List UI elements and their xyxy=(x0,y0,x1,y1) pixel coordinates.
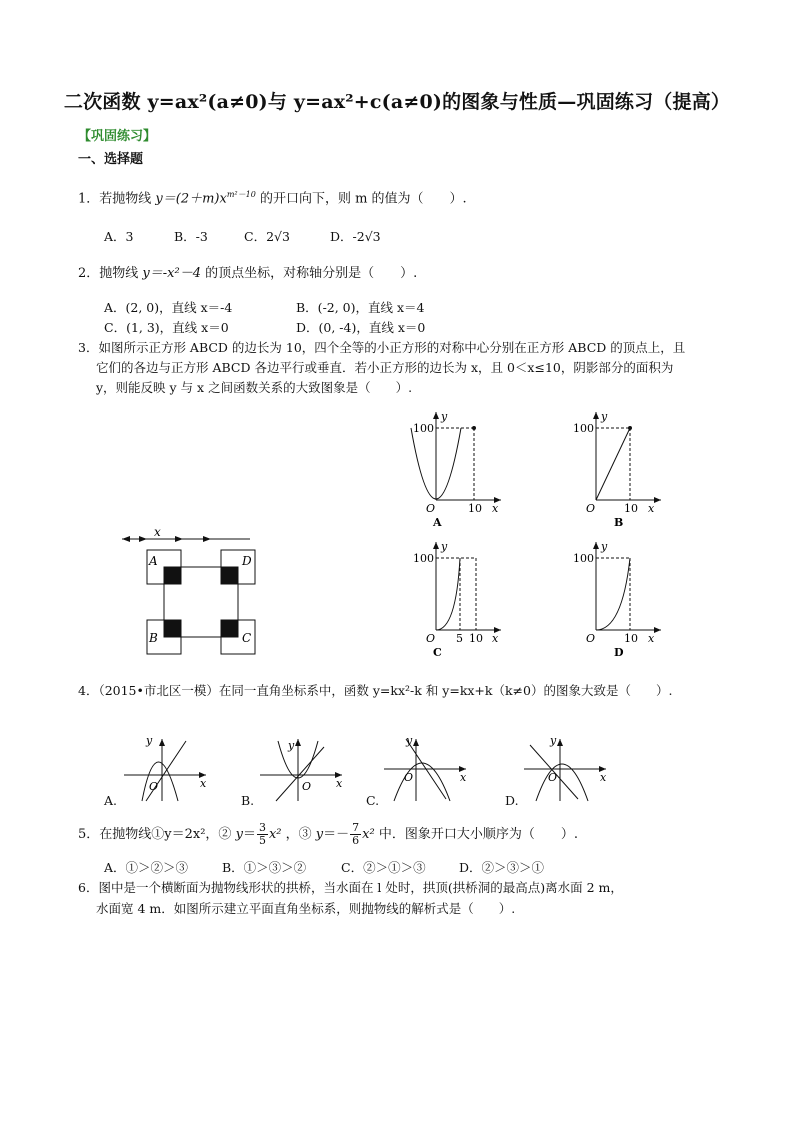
q2-option-d[interactable]: D．(0, -4)，直线 x＝0 xyxy=(296,320,426,335)
q5-f3-den: 6 xyxy=(352,834,360,847)
q3c-axis-x: x xyxy=(492,632,499,645)
square-label-b: B xyxy=(149,631,158,645)
q3d-x-tick: 10 xyxy=(624,632,638,645)
q5-text-after: 中．图象开口大小顺序为（ ）. xyxy=(378,827,578,842)
q3c-label: C xyxy=(433,646,442,659)
section-label: 【巩固练习】 xyxy=(78,129,157,144)
q2-option-c[interactable]: C．(1, 3)，直线 x＝0 xyxy=(104,320,229,335)
q4b-axis-x: x xyxy=(336,777,343,790)
q3b-origin: O xyxy=(586,502,596,515)
q5-formula-3: y xyxy=(315,827,324,842)
q5-x2-2: x² xyxy=(268,827,282,842)
q4-option-b[interactable]: B. xyxy=(241,793,255,808)
q4-option-d[interactable]: D. xyxy=(505,793,519,808)
q4c-axis-x: x xyxy=(460,771,467,784)
q2-text-before: 2．抛物线 xyxy=(78,266,139,281)
q1-text-after: 的开口向下，则 m 的值为（ ）. xyxy=(259,191,467,207)
q2-option-a[interactable]: A．(2, 0)，直线 x＝-4 xyxy=(104,300,233,315)
q3b-x-tick: 10 xyxy=(624,502,638,515)
q3c-x-tick-5: 5 xyxy=(456,632,463,645)
q5-option-a[interactable]: A．①＞②＞③ xyxy=(104,860,189,875)
q3a-axis-x: x xyxy=(492,502,499,515)
q3-graph-c[interactable] xyxy=(396,538,506,660)
q3b-axis-y: y xyxy=(601,410,608,423)
q5-option-d[interactable]: D．②＞③＞① xyxy=(459,860,545,875)
q5-option-c[interactable]: C．②＞①＞③ xyxy=(341,860,426,875)
q3-line-1: 3．如图所示正方形 ABCD 的边长为 10，四个全等的小正方形的对称中心分别在正方形 ABCD 的顶点上，且 xyxy=(78,340,686,355)
q6-line-2: 水面宽 4 m．如图所示建立平面直角坐标系，则抛物线的解析式是（ ）. xyxy=(96,901,516,916)
q4d-origin: O xyxy=(548,771,558,784)
q4a-axis-y: y xyxy=(146,735,153,747)
q5-fraction-3 xyxy=(350,822,361,847)
q3b-y-tick: 100 xyxy=(573,422,594,435)
q3a-x-tick: 10 xyxy=(468,502,482,515)
q5-text-before: 5．在抛物线①y＝2x²，② xyxy=(78,827,232,842)
q3a-y-tick: 100 xyxy=(413,422,434,435)
question-4: 4．（2015•市北区一模）在同一直角坐标系中，函数 y=kx²-k 和 y=kx+k（k≠0）的图象大致是（ ）. xyxy=(78,683,673,698)
q4-option-a[interactable]: A. xyxy=(104,793,118,808)
page-title: 二次函数 y=ax²(a≠0)与 y=ax²+c(a≠0)的图象与性质—巩固练习（提高） xyxy=(63,91,731,113)
q3a-axis-y: y xyxy=(441,410,448,423)
q3-line-3: y，则能反映 y 与 x 之间函数关系的大致图象是（ ）. xyxy=(96,380,413,395)
q3-line-2: 它们的各边与正方形 ABCD 各边平行或垂直．若小正方形的边长为 x，且 0＜x≤10，阴影部分的面积为 xyxy=(96,360,674,375)
q4-graph-c[interactable] xyxy=(380,735,470,805)
q3b-axis-x: x xyxy=(648,502,655,515)
q5-option-b[interactable]: B．①＞③＞② xyxy=(222,860,307,875)
q5-fraction-2 xyxy=(257,822,268,847)
q1-option-a[interactable]: A．3 xyxy=(104,229,134,244)
q6-line-1: 6．图中是一个横断面为抛物线形状的拱桥，当水面在 l 处时，拱顶(拱桥洞的最高点)离水面 2 m， xyxy=(78,880,623,895)
q3-graph-d[interactable] xyxy=(556,538,666,660)
q3d-origin: O xyxy=(586,632,596,645)
q3a-label: A xyxy=(433,516,442,529)
q5-f3-num: 7 xyxy=(352,821,360,834)
q2-text-after: 的顶点坐标，对称轴分别是（ ）. xyxy=(205,266,418,281)
q3c-origin: O xyxy=(426,632,436,645)
q3-graph-a[interactable] xyxy=(396,408,506,530)
q5-f2-num: 3 xyxy=(258,821,266,834)
q3b-label: B xyxy=(614,516,624,529)
q3c-x-tick-10: 10 xyxy=(469,632,483,645)
question-2 xyxy=(78,264,417,284)
q2-formula: y＝-x²－4 xyxy=(142,266,201,281)
q4-graph-a[interactable] xyxy=(120,735,210,805)
q3d-axis-y: y xyxy=(601,540,608,553)
q5-formula-2: y xyxy=(235,827,243,842)
square-diagram xyxy=(118,525,268,660)
q5-text-mid: ，③ xyxy=(285,827,312,842)
q5-equals-2: ＝ xyxy=(242,827,256,842)
square-label-a: A xyxy=(149,554,158,568)
q5-f2-den: 5 xyxy=(258,834,266,847)
q1-option-d[interactable]: D．-2√3 xyxy=(330,229,381,244)
q3d-label: D xyxy=(614,646,624,659)
q1-option-b[interactable]: B．-3 xyxy=(174,229,208,244)
q3d-axis-x: x xyxy=(648,632,655,645)
q5-x2-3: x² xyxy=(362,827,375,842)
q4b-origin: O xyxy=(302,780,312,793)
q1-option-c[interactable]: C．2√3 xyxy=(244,229,290,244)
q2-option-b[interactable]: B．(-2, 0)，直线 x＝4 xyxy=(296,300,425,315)
q1-text-before: 1．若抛物线 xyxy=(78,191,152,207)
q4d-axis-x: x xyxy=(600,771,607,784)
q4b-axis-y: y xyxy=(288,739,295,752)
q4a-origin: O xyxy=(149,780,159,793)
question-5 xyxy=(78,822,578,847)
q4d-axis-y: y xyxy=(550,735,557,747)
square-label-d: D xyxy=(242,554,252,568)
q4-option-c[interactable]: C. xyxy=(366,793,380,808)
q3d-y-tick: 100 xyxy=(573,552,594,565)
q3c-axis-y: y xyxy=(441,540,448,553)
q3-graph-b[interactable] xyxy=(556,408,666,530)
q4c-origin: O xyxy=(404,771,414,784)
q3c-y-tick: 100 xyxy=(413,552,434,565)
square-label-c: C xyxy=(242,631,252,645)
q4-graph-b[interactable] xyxy=(256,735,346,805)
part-label: 一、选择题 xyxy=(78,152,144,167)
q5-equals-3: ＝－ xyxy=(323,827,350,842)
q1-exponent: m²－10 xyxy=(226,190,256,199)
q1-formula: y＝(2＋m)x xyxy=(155,191,227,207)
q4c-axis-y: y xyxy=(406,735,413,747)
q4-graph-d[interactable] xyxy=(520,735,610,805)
square-x-label: x xyxy=(154,525,161,539)
question-1 xyxy=(78,185,467,209)
q3a-origin: O xyxy=(426,502,436,515)
q4a-axis-x: x xyxy=(200,777,207,790)
